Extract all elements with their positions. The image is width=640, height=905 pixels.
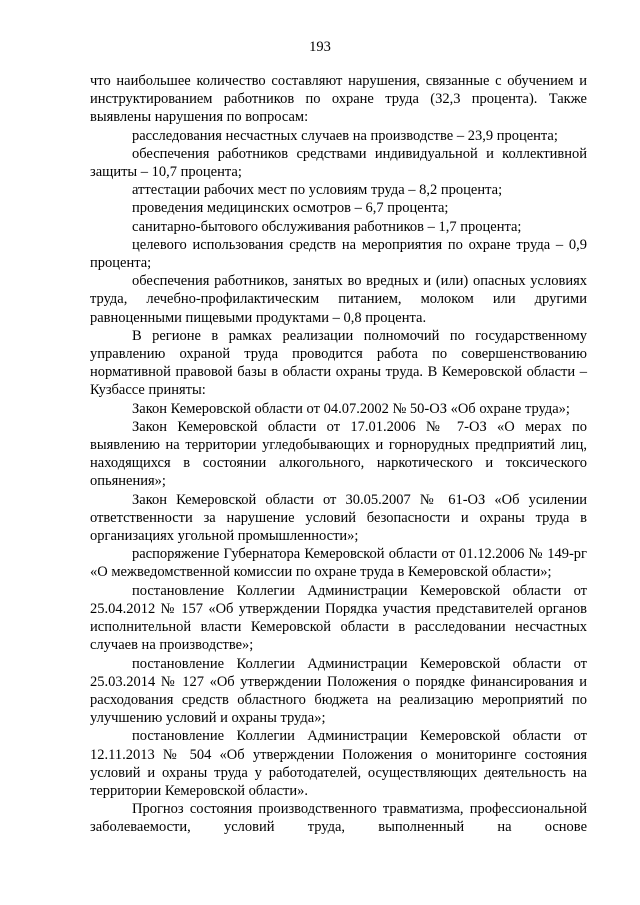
paragraph: проведения медицинских осмотров – 6,7 процента; <box>132 200 449 217</box>
paragraph: обеспечения работников, занятых во вредных и (или) опасных условиях труда, лечебно-профилактическим питанием, молоком или другими равноценными пищевыми продуктами – 0,8 процента. <box>90 273 587 326</box>
paragraph: постановление Коллегии Администрации Кемеровской области от 25.04.2012 № 157 «Об утверждении Порядка участия представителей органов исполнительной власти Кемеровской области в расследовании несчастных случаев на производстве»; <box>90 582 587 654</box>
paragraph: распоряжение Губернатора Кемеровской области от 01.12.2006 № 149-рг «О межведомственной комиссии по охране труда в Кемеровской области»; <box>90 546 587 581</box>
paragraph: постановление Коллегии Администрации Кемеровской области от 25.03.2014 № 127 «Об утверждении Положения о порядке финансирования и расходования средств областного бюджета на реализацию мероприятий по улучшению условий и охраны труда»; <box>90 655 587 727</box>
paragraph: санитарно-бытового обслуживания работников – 1,7 процента; <box>132 218 522 235</box>
paragraph: Прогноз состояния производственного травматизма, профессиональной заболеваемости, условий труда, выполненный на основе <box>90 801 587 836</box>
paragraph: постановление Коллегии Администрации Кемеровской области от 12.11.2013 № 504 «Об утверждении Положения о мониторинге состояния условий и охраны труда у работодателей, осуществляющих деятельность на территории Кемеровской области». <box>90 728 587 799</box>
paragraph: обеспечения работников средствами индивидуальной и коллективной защиты – 10,7 процента; <box>90 145 587 181</box>
paragraph: что наибольшее количество составляют нарушения, связанные с обучением и инструктированием работников по охране труда (32,3 процента). Также выявлены нарушения по вопросам: <box>90 73 587 126</box>
paragraph: аттестации рабочих мест по условиям труда – 8,2 процента; <box>132 182 503 199</box>
paragraph: расследования несчастных случаев на производстве – 23,9 процента; <box>132 127 558 144</box>
paragraph: Закон Кемеровской области от 17.01.2006 № 7-ОЗ «О мерах по выявлению на территории угледобывающих и горнорудных предприятий лиц, находящихся в состоянии алкогольного, наркотического и токсического опьянения»; <box>90 418 587 490</box>
paragraph: Закон Кемеровской области от 30.05.2007 № 61-ОЗ «Об усилении ответственности за нарушение условий безопасности и охраны труда в организациях угольной промышленности»; <box>90 491 587 545</box>
page-number: 193 <box>309 39 331 55</box>
paragraph: Закон Кемеровской области от 04.07.2002 № 50-ОЗ «Об охране труда»; <box>132 400 570 417</box>
paragraph: В регионе в рамках реализации полномочий по государственному управлению охраной труда проводится работа по совершенствованию нормативной правовой базы в области охраны труда. В Кемеровской области – Кузбассе приняты: <box>90 327 587 399</box>
paragraph: целевого использования средств на мероприятия по охране труда – 0,9 процента; <box>90 236 587 272</box>
body-text <box>90 72 587 837</box>
